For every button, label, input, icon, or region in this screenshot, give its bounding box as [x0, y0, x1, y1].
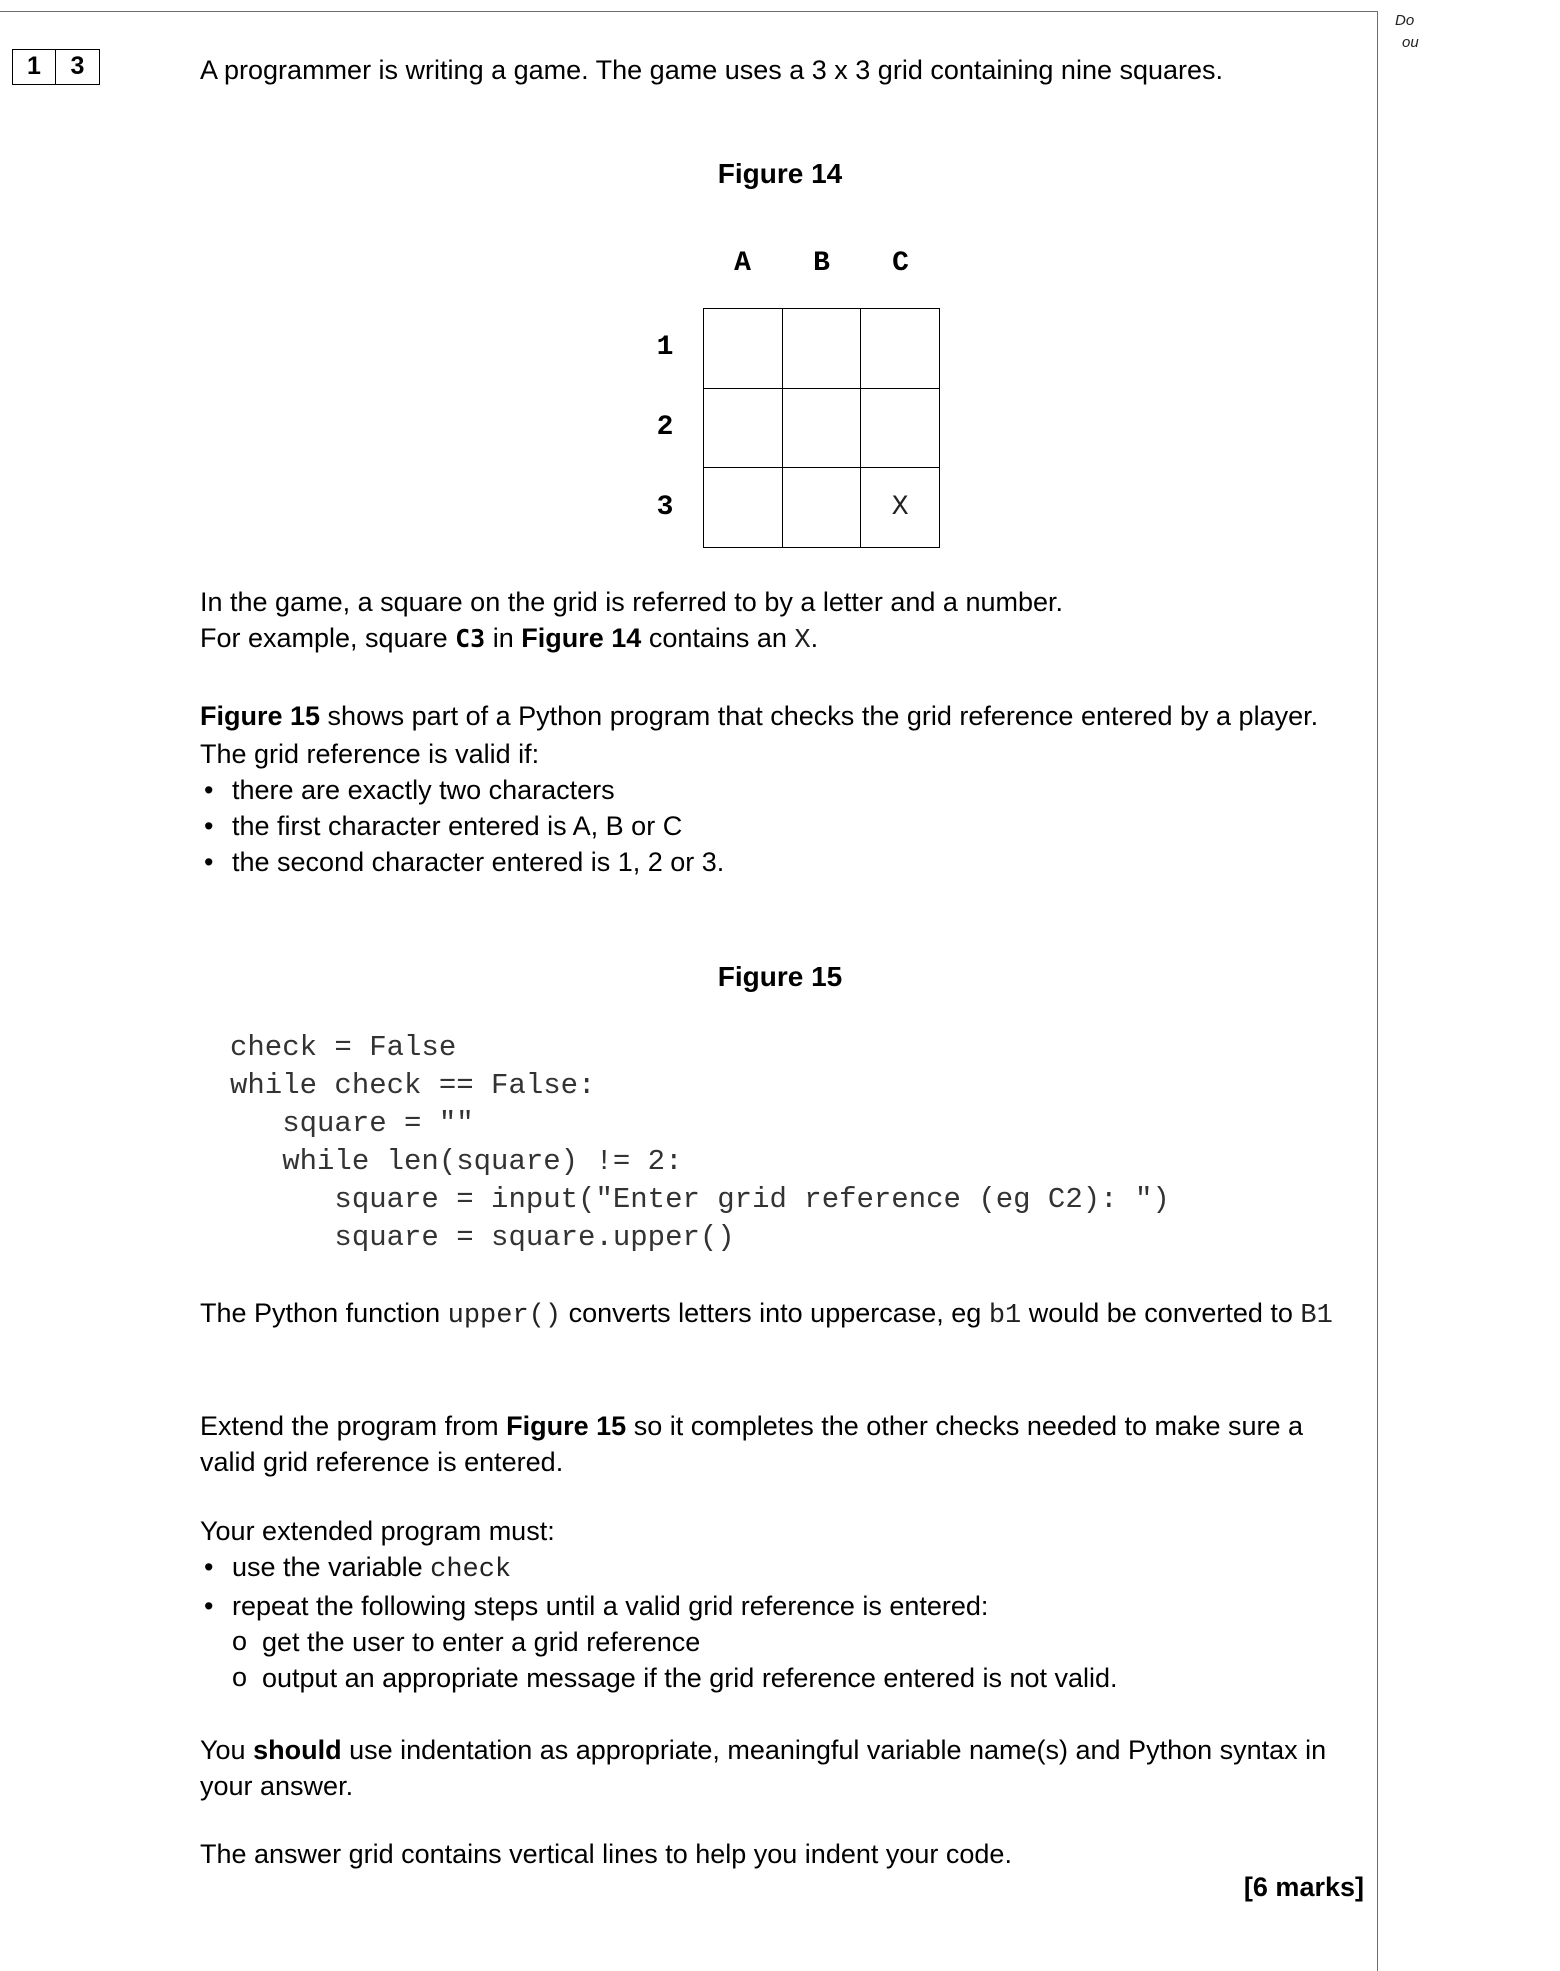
question-number	[12, 49, 100, 85]
grid-cell-c1	[861, 309, 940, 389]
column-label: B	[813, 248, 830, 279]
list-item: • repeat the following steps until a valid grid reference is entered: o get the user to enter a grid reference o output an appropriate message if the grid reference entered is not valid.	[200, 1588, 1365, 1696]
sub-list-item: o output an appropriate message if the grid reference entered is not valid.	[232, 1660, 1365, 1696]
question-number-digit: 1	[12, 49, 56, 85]
row-label: 1	[656, 332, 674, 363]
grid-cell-c3: X	[861, 468, 940, 548]
grid-cell-a3	[704, 468, 783, 548]
grid-cell-a1	[704, 309, 783, 389]
answer-grid-note: The answer grid contains vertical lines to help you indent your code.	[200, 1839, 1012, 1869]
figure-15-title: Figure 15	[717, 961, 843, 992]
sub-list-item: o get the user to enter a grid reference	[232, 1624, 1365, 1660]
question-intro: A programmer is writing a game. The game uses a 3 x 3 grid containing nine squares.	[200, 55, 1224, 85]
grid-cell-b3	[783, 468, 862, 548]
row-label: 3	[656, 492, 674, 523]
column-label: C	[892, 248, 909, 279]
figure-14-grid	[640, 248, 950, 548]
program-requirements: Your extended program must: • use the variable check • repeat the following steps until a valid grid reference is entered: o get the user to enter a grid reference o output an appropriate message if the grid reference entered is not valid.	[200, 1513, 1365, 1696]
page-top-rule	[0, 11, 1377, 12]
grid-cell-c2	[861, 389, 940, 469]
figure-15-intro: Figure 15 shows part of a Python program that checks the grid reference entered by a player. The grid reference is valid if: • there are exactly two characters • the first character entered is A, B or C • the second character entered is 1, 2 or 3.	[200, 698, 1365, 880]
should-instruction: You should use indentation as appropriate, meaningful variable name(s) and Python syntax in your answer.	[200, 1735, 1327, 1801]
margin-note: Do ou	[1395, 12, 1419, 51]
list-item: • the first character entered is A, B or C	[200, 808, 1365, 844]
marks-label: [6 marks]	[1243, 1872, 1364, 1902]
python-code-listing: check = False while check == False: square = "" while len(square) != 2: square = input("Enter grid reference (eg C2): ") square = square.upper()	[230, 1031, 1170, 1254]
grid-cell-b2	[783, 389, 862, 469]
figure-14-title: Figure 14	[717, 158, 843, 189]
row-label: 2	[656, 412, 674, 443]
validity-rules	[200, 772, 1365, 880]
grid-squares	[703, 308, 940, 548]
upper-function-note: The Python function upper() converts letters into uppercase, eg b1 would be converted to B1	[200, 1298, 1333, 1331]
extend-instruction: Extend the program from Figure 15 so it completes the other checks needed to make sure a valid grid reference is entered.	[200, 1411, 1304, 1477]
grid-cell-b1	[783, 309, 862, 389]
column-label: A	[734, 248, 751, 279]
list-item: • the second character entered is 1, 2 or 3.	[200, 844, 1365, 880]
grid-reference-explanation: In the game, a square on the grid is referred to by a letter and a number. For example, square C3 in Figure 14 contains an X.	[200, 587, 1064, 656]
list-item: • use the variable check	[200, 1549, 1365, 1588]
list-item: • there are exactly two characters	[200, 772, 1365, 808]
grid-cell-a2	[704, 389, 783, 469]
question-number-digit: 3	[56, 49, 100, 85]
